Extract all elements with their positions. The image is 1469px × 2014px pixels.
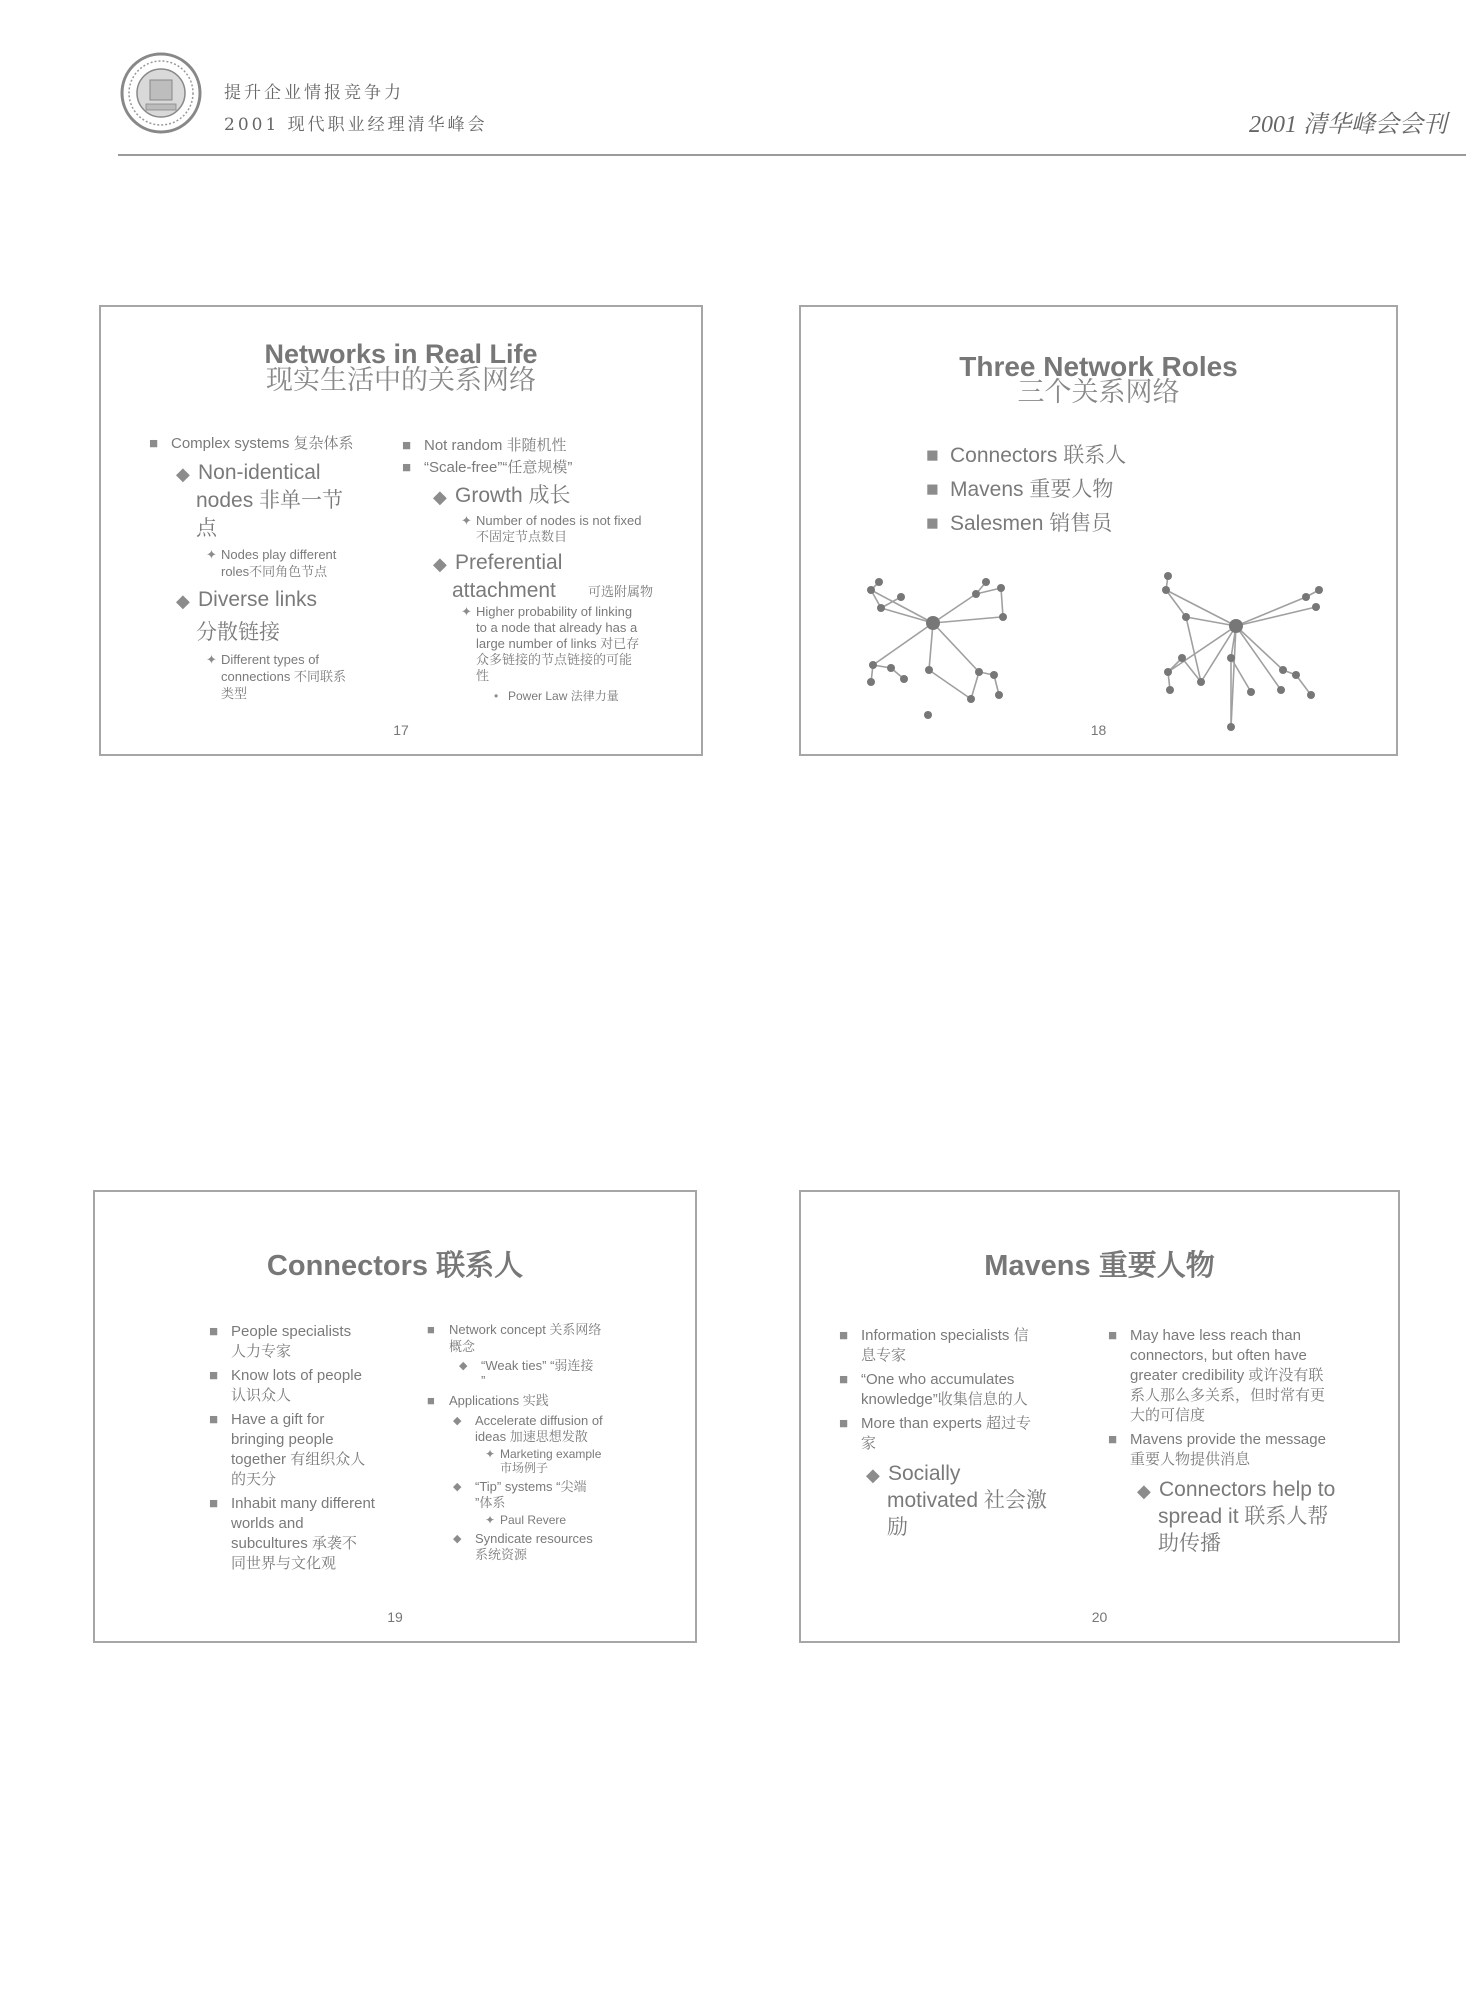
- bullet-connectors-spread: ◆ Connectors help to: [1159, 1477, 1335, 1503]
- bullet-less-reach: ■ May have less reach than: [1130, 1327, 1301, 1346]
- bullet-weak-ties: ◆ “Weak ties” “弱连接: [481, 1358, 593, 1374]
- bullet-text: attachment: [452, 579, 556, 602]
- bullet-paul-revere: ✦ Paul Revere: [500, 1513, 566, 1528]
- slide-subtitle: 现实生活中的关系网络: [266, 365, 536, 396]
- bullet-accelerate-diffusion: ◆ Accelerate diffusion of: [475, 1413, 603, 1429]
- header-event-subtitle: 2001 现代职业经理清华峰会: [224, 115, 488, 135]
- slide-title: Three Network Roles: [959, 351, 1238, 382]
- bullet-text: 息专家: [861, 1347, 907, 1364]
- role-salesmen: ■ Salesmen 销售员: [950, 511, 1112, 537]
- slide-19: [93, 1190, 697, 1643]
- bullet-text: subcultures 承袭不: [231, 1535, 357, 1552]
- bullet-complex-systems: ■ Complex systems 复杂体系: [171, 435, 354, 454]
- bullet-text: greater credibility 或许没有联: [1130, 1367, 1324, 1384]
- bullet-people-specialists: ■ People specialists: [231, 1323, 351, 1342]
- bullet-provide-message: ■ Mavens provide the message: [1130, 1431, 1326, 1450]
- bullet-connection-types: ✦ Different types of: [221, 652, 319, 668]
- bullet-text: spread it 联系人帮: [1158, 1505, 1329, 1528]
- bullet-text: 分散链接: [196, 621, 280, 644]
- header-event-title: 提升企业情报竞争力: [224, 83, 404, 103]
- bullet-text: worlds and: [231, 1515, 304, 1532]
- bullet-text: 助传播: [1158, 1532, 1221, 1555]
- bullet-inhabit-worlds: ■ Inhabit many different: [231, 1495, 375, 1514]
- bullet-not-random: ■ Not random 非随机性: [424, 437, 567, 456]
- bullet-text: 认识众人: [231, 1387, 292, 1404]
- bullet-text: 系统资源: [475, 1547, 528, 1562]
- bullet-text: to a node that already has a: [476, 620, 638, 635]
- bullet-text: 的天分: [231, 1471, 277, 1488]
- university-seal-logo: [120, 52, 202, 134]
- bullet-text: 市场例子: [500, 1461, 549, 1475]
- bullet-power-law: • Power Law 法律力量: [508, 689, 619, 704]
- bullet-text: 众多链接的节点链接的可能: [476, 652, 633, 667]
- header-divider: [118, 154, 1466, 156]
- bullet-syndicate-resources: ◆ Syndicate resources: [475, 1531, 593, 1547]
- bullet-text: nodes 非单一节: [196, 489, 344, 512]
- slide-17: [99, 305, 703, 756]
- bullet-socially-motivated: ◆ Socially: [888, 1461, 960, 1487]
- bullet-text: 重要人物提供消息: [1130, 1451, 1251, 1468]
- bullet-text: connectors, but often have: [1130, 1347, 1307, 1364]
- slide-number: 18: [1090, 722, 1107, 738]
- bullet-text: 大的可信度: [1130, 1407, 1206, 1424]
- network-diagram-right: [1156, 572, 1346, 732]
- bullet-growth: ◆ Growth 成长: [455, 483, 571, 509]
- bullet-text: large number of links 对已存: [476, 636, 640, 651]
- bullet-text: ideas 加速思想发散: [475, 1429, 588, 1444]
- bullet-text: 同世界与文化观: [231, 1555, 337, 1572]
- bullet-applications: ■ Applications 实践: [449, 1393, 549, 1409]
- bullet-text: motivated 社会激: [887, 1489, 1047, 1512]
- bullet-nodes-not-fixed: ✦ Number of nodes is not fixed: [476, 513, 641, 529]
- bullet-text: together 有组织众人: [231, 1451, 366, 1468]
- bullet-gift: ■ Have a gift for: [231, 1411, 324, 1430]
- bullet-text: 人力专家: [231, 1343, 292, 1360]
- role-mavens: ■ Mavens 重要人物: [950, 477, 1113, 503]
- role-connectors: ■ Connectors 联系人: [950, 443, 1126, 469]
- bullet-text: 不固定节点数目: [476, 529, 568, 544]
- bullet-text: knowledge”收集信息的人: [861, 1391, 1028, 1408]
- bullet-nodes-roles: ✦ Nodes play different: [221, 547, 336, 563]
- bullet-text: connections 不同联系: [221, 669, 346, 684]
- bullet-non-identical: ◆ Non-identical: [198, 460, 321, 486]
- slide-number: 20: [1091, 1609, 1108, 1625]
- bullet-tip-systems: ◆ “Tip” systems “尖端: [475, 1479, 586, 1495]
- bullet-more-than-experts: ■ More than experts 超过专: [861, 1415, 1031, 1434]
- slide-number: 19: [387, 1609, 403, 1625]
- bullet-marketing-example: ✦ Marketing example: [500, 1447, 601, 1462]
- header-publication-title: 2001 清华峰会会刊: [1249, 112, 1447, 138]
- bullet-text: bringing people: [231, 1431, 334, 1448]
- bullet-text: roles不同角色节点: [221, 564, 328, 579]
- bullet-text: 可选附属物: [588, 584, 654, 599]
- bullet-accumulates-knowledge: ■ “One who accumulates: [861, 1371, 1014, 1390]
- bullet-scale-free: ■ “Scale-free”“任意规模”: [424, 459, 572, 478]
- slide-title: Mavens 重要人物: [984, 1250, 1215, 1282]
- slide-number: 17: [393, 722, 409, 738]
- bullet-text: 性: [476, 668, 490, 683]
- bullet-information-specialists: ■ Information specialists 信: [861, 1327, 1029, 1346]
- bullet-network-concept: ■ Network concept 关系网络: [449, 1322, 601, 1338]
- bullet-text: 家: [861, 1435, 877, 1452]
- bullet-higher-probability: ✦ Higher probability of linking: [476, 604, 632, 620]
- bullet-text: 点: [196, 517, 217, 540]
- bullet-text: 励: [887, 1516, 908, 1539]
- slide-title: Connectors 联系人: [266, 1250, 524, 1282]
- bullet-text: ”体系: [475, 1495, 506, 1510]
- bullet-preferential: ◆ Preferential: [455, 550, 562, 576]
- bullet-text: 类型: [221, 686, 248, 701]
- bullet-know-lots: ■ Know lots of people: [231, 1367, 362, 1386]
- bullet-text: ”: [481, 1373, 486, 1388]
- slide-18: [799, 305, 1398, 756]
- network-diagram-left: [861, 572, 1041, 722]
- bullet-diverse-links: ◆ Diverse links: [198, 587, 317, 613]
- slide-subtitle: 三个关系网络: [1017, 377, 1180, 408]
- bullet-text: 系人那么多关系，但时常有更: [1130, 1387, 1326, 1404]
- bullet-text: 概念: [449, 1339, 476, 1354]
- slide-title: Networks in Real Life: [264, 339, 538, 369]
- slide-20: [799, 1190, 1400, 1643]
